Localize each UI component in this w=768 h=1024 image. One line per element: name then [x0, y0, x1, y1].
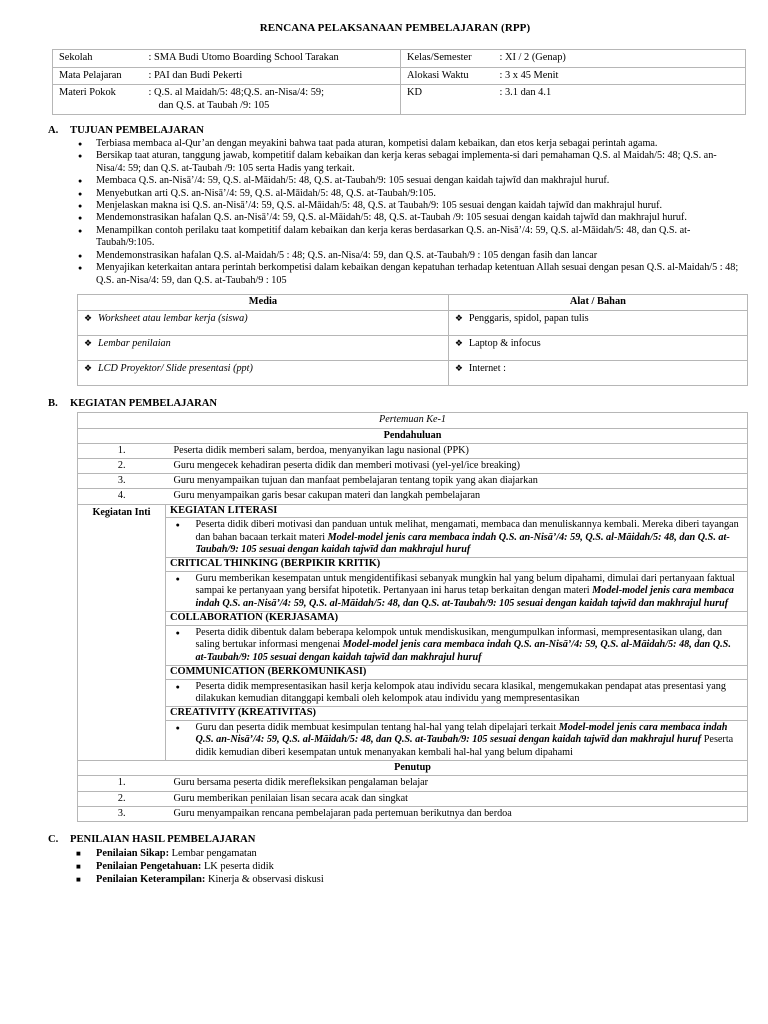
media-cell: [78, 335, 449, 360]
identity-row: [53, 85, 746, 115]
activity-text: [190, 679, 748, 707]
objectives-list: [74, 138, 746, 287]
media-item: Lembar penilaian: [98, 337, 171, 349]
identity-value: : 3 x 45 Menit: [494, 67, 746, 84]
assessment-label: Penilaian Keterampilan:: [96, 873, 206, 885]
media-row: [78, 310, 748, 335]
assessment-item: [74, 847, 748, 860]
activity-row: [78, 571, 748, 611]
section-b-heading: [48, 398, 748, 411]
opening-row: [78, 474, 748, 489]
tools-cell: [448, 360, 747, 385]
diamond-bullet-icon: ❖: [454, 312, 463, 323]
section-letter: A.: [48, 125, 59, 137]
row-text: Guru mengecek kehadiran peserta didik dan memberi motivasi (yel-yel/ice breaking): [166, 458, 748, 473]
core-activity-label-text: Kegiatan Inti: [92, 506, 151, 518]
closing-row: [78, 791, 748, 806]
bullet-icon: ●: [166, 625, 190, 665]
activity-text: [190, 571, 748, 611]
diamond-bullet-icon: ❖: [84, 337, 93, 348]
diamond-bullet-icon: ❖: [84, 362, 93, 373]
section-c-heading: [48, 834, 748, 847]
row-text: Guru menyampaikan rencana pembelajaran pada pertemuan berikutnya dan berdoa: [166, 806, 748, 821]
tools-cell: [448, 335, 747, 360]
media-row: [78, 360, 748, 385]
opening-row: [78, 443, 748, 458]
objective-item: ● Menyebutkan arti Q.S. an-Nisā’/4: 59, Q.S. al-Māidah/5: 48, Q.S. at-Taubah/9:105.: [74, 188, 746, 200]
row-text: Guru menyampaikan garis besar cakupan materi dan langkah pembelajaran: [166, 489, 748, 504]
tools-item: Laptop & infocus: [468, 337, 541, 349]
identity-label: Sekolah: [53, 50, 143, 67]
media-item: LCD Proyektor/ Slide presentasi (ppt): [98, 362, 253, 374]
assessment-label: Penilaian Sikap:: [96, 847, 170, 859]
activities-table: [77, 412, 748, 822]
objective-item: ● Menjelaskan makna isi Q.S. an-Nisā’/4: 59, Q.S. al-Māidah/5: 48, Q.S. at Taubah/9: 105 sesuai dengan kaidah tajwīd dan makhrajul huruf.: [74, 200, 746, 212]
bullet-icon: ●: [166, 679, 190, 707]
assessment-value: Kinerja & observasi diskusi: [205, 873, 324, 885]
row-number: 4.: [78, 489, 166, 504]
bullet-icon: ●: [166, 720, 190, 760]
activity-emphasis: Model-model jenis cara membaca indah Q.S. an-Nisā’/4: 59, Q.S. al-Māidah/5: 48, dan Q.S. at-Taubah/9: 105 sesuai dengan kaidah tajwīd dan makhrajul huruf: [195, 531, 730, 556]
core-activity-label: [78, 504, 166, 761]
closing-title: Penutup: [78, 761, 748, 776]
diamond-bullet-icon: ❖: [454, 362, 463, 373]
section-letter: C.: [48, 834, 59, 846]
objective-item: ● Mendemonstrasikan hafalan Q.S. al-Maidah/5 : 48; Q.S. an-Nisa/4: 59, dan Q.S. at-Taubah/9 : 105 dengan fasih dan lancar: [74, 250, 746, 262]
identity-table: [52, 49, 746, 115]
section-title: KEGIATAN PEMBELAJARAN: [70, 397, 218, 409]
row-text: Peserta didik memberi salam, berdoa, menyanyikan lagu nasional (PPK): [166, 443, 748, 458]
tools-header: Alat / Bahan: [448, 295, 747, 310]
activity-row: [78, 625, 748, 665]
row-number: 3.: [78, 806, 166, 821]
objective-item: ● Menampilkan contoh perilaku taat kompetitif dalam kebaikan dan kerja keras berdasarkan Q.S. an-Nisā’/4: 59, Q.S. al-Māidah/5: 48, dan Q.S. at-Taubah/9:105.: [74, 225, 746, 250]
identity-label: Materi Pokok: [53, 85, 143, 115]
identity-value: : 3.1 dan 4.1: [494, 85, 746, 115]
tools-cell: [448, 310, 747, 335]
row-number: 1.: [78, 776, 166, 791]
activity-text: [190, 518, 748, 558]
assessment-label: Penilaian Pengetahuan:: [96, 860, 202, 872]
bullet-icon: ●: [166, 518, 190, 558]
activity-subtitle: COLLABORATION (KERJASAMA): [166, 612, 748, 625]
opening-row: [78, 458, 748, 473]
diamond-bullet-icon: ❖: [454, 337, 463, 348]
activity-text-part: Peserta didik dibentuk dalam beberapa kelompok untuk mendiskusikan, mengumpulkan informasi, mempresentasikan ulang, dan saling bertukar informasi mengenai: [195, 626, 723, 651]
closing-row: [78, 806, 748, 821]
activity-row: [78, 518, 748, 558]
document-title: RENCANA PELAKSANAAN PEMBELAJARAN (RPP): [259, 22, 531, 34]
diamond-bullet-icon: ❖: [84, 312, 93, 323]
media-table: [77, 294, 748, 385]
assessment-item: [74, 860, 748, 873]
identity-value-line: dan Q.S. at Taubah /9: 105: [158, 99, 270, 111]
objective-item: ● Membaca Q.S. an-Nisā’/4: 59, Q.S. al-Māidah/5: 48, Q.S. at-Taubah/9: 105 sesuai dengan kaidah tajwīd dan makhrajul huruf.: [74, 175, 746, 187]
media-header: Media: [78, 295, 449, 310]
identity-value-line: : Q.S. al Maidah/5: 48;Q.S. an-Nisa/4: 59;: [148, 87, 324, 99]
row-number: 2.: [78, 791, 166, 806]
identity-label: Alokasi Waktu: [401, 67, 494, 84]
objective-item: ● Bersikap taat aturan, tanggung jawab, kompetitif dalam kebaikan dan kerja keras sebagai implementa-si dari pemahaman Q.S. al Maidah/5: 48; Q.S. an-Nisa/4: 59; dan Q.S. at-Taubah /9: 105 serta Hadis yang terkait.: [74, 150, 746, 175]
opening-title: Pendahuluan: [78, 428, 748, 443]
activity-text-part: Peserta didik kemudian diberi kesempatan untuk menanyakan kembali hal-hal yang belum dipahami: [195, 734, 734, 758]
row-number: 1.: [78, 443, 166, 458]
tools-item: Internet :: [468, 362, 506, 374]
objective-item: ● Menyajikan keterkaitan antara perintah berkompetisi dalam kebaikan dengan kepatuhan terhadap ketentuan Allah sesuai dengan pesan Q.S. al-Maidah/5 : 48; Q.S. an-Nisa/4: 59, dan Q.S. at-Taubah/9 : 105: [74, 262, 746, 287]
activity-emphasis: Model-model jenis cara membaca indah Q.S. an-Nisā’/4: 59, Q.S. al-Māidah/5: 48, dan Q.S. at-Taubah/9: 105 sesuai dengan kaidah tajwīd dan makhrajul huruf: [195, 585, 734, 609]
row-number: 3.: [78, 474, 166, 489]
activity-subtitle: COMMUNICATION (BERKOMUNIKASI): [166, 666, 748, 679]
objective-item: ● Mendemonstrasikan hafalan Q.S. an-Nisā’/4: 59, Q.S. al-Māidah/5: 48, Q.S. at-Taubah /9: 105 sesuai dengan kaidah tajwīd dan makhrajul huruf.: [74, 212, 746, 224]
identity-row: [53, 50, 746, 67]
activity-text-part: Guru dan peserta didik membuat kesimpulan tentang hal-hal yang telah dipelajari terkait: [195, 721, 559, 733]
identity-value: [143, 85, 401, 115]
identity-label: Kelas/Semester: [401, 50, 494, 67]
activity-subtitle: CRITICAL THINKING (BERPIKIR KRITIK): [166, 558, 748, 571]
row-text: Guru memberikan penilaian lisan secara acak dan singkat: [166, 791, 748, 806]
tools-item: Penggaris, spidol, papan tulis: [468, 312, 589, 324]
activity-emphasis: Model-model jenis cara membaca indah Q.S. an-Nisā’/4: 59, Q.S. al-Māidah/5: 48, dan Q.S. at-Taubah/9: 105 sesuai dengan kaidah tajwīd dan makhrajul huruf: [195, 639, 731, 663]
assessment-item: [74, 873, 748, 886]
activity-text: [190, 625, 748, 665]
section-title: TUJUAN PEMBELAJARAN: [70, 125, 204, 137]
row-text: Guru bersama peserta didik merefleksikan pengalaman belajar: [166, 776, 748, 791]
activity-row: [78, 720, 748, 760]
identity-label: Mata Pelajaran: [53, 67, 143, 84]
media-cell: [78, 310, 449, 335]
assessment-list: [74, 847, 748, 886]
activity-text-part: Peserta didik mempresentasikan hasil kerja kelompok atau individu secara klasikal, mengemukakan pendapat atas presentasi yang dilakukan kemudian ditanggapi kembali oleh kelompok atau individu yang mempresentasikan: [195, 680, 726, 704]
section-letter: B.: [48, 397, 58, 409]
activity-emphasis: Model-model jenis cara membaca indah Q.S. an-Nisā’/4: 59, Q.S. al-Māidah/5: 48, dan Q.S. at-Taubah/9: 105 sesuai dengan kaidah tajwīd dan makhrajul huruf: [195, 721, 728, 746]
activity-text-part: Peserta didik diberi motivasi dan panduan untuk melihat, mengamati, membaca dan menuliskannya kembali. Mereka diberi tayangan dan bahan bacaan terkait materi: [195, 519, 739, 543]
assessment-value: LK peserta didik: [201, 860, 274, 872]
media-item: Worksheet atau lembar kerja (siswa): [98, 312, 248, 324]
objective-item: ● Terbiasa membaca al-Qur’an dengan meyakini bahwa taat pada aturan, kompetisi dalam kebaikan, dan etos kerja sebagai perintah agama.: [74, 138, 746, 150]
activity-row: [78, 679, 748, 707]
activity-subtitle: KEGIATAN LITERASI: [166, 504, 748, 517]
bullet-icon: ●: [166, 571, 190, 611]
media-cell: [78, 360, 449, 385]
activity-text: [190, 720, 748, 760]
assessment-value: Lembar pengamatan: [169, 847, 257, 859]
media-row: [78, 335, 748, 360]
identity-value: : XI / 2 (Genap): [494, 50, 746, 67]
section-a-heading: [48, 125, 748, 138]
identity-value: : PAI dan Budi Pekerti: [143, 67, 401, 84]
identity-row: [53, 67, 746, 84]
meeting-label: Pertemuan Ke-1: [78, 413, 748, 428]
row-number: 2.: [78, 458, 166, 473]
row-text: Guru menyampaikan tujuan dan manfaat pembelajaran tentang topik yang akan diajarkan: [166, 474, 748, 489]
section-title: PENILAIAN HASIL PEMBELAJARAN: [70, 834, 256, 846]
opening-row: [78, 489, 748, 504]
identity-label: KD: [401, 85, 494, 115]
closing-row: [78, 776, 748, 791]
activity-subtitle: CREATIVITY (KREATIVITAS): [166, 707, 748, 720]
activity-text-part: Guru memberikan kesempatan untuk mengidentifikasi sebanyak mungkin hal yang belum dipahami, dimulai dari pertanyaan faktual sampai ke pertanyaan yang bersifat hipotetik. Pertanyaan ini harus tetap berkaitan dengan materi: [195, 572, 735, 597]
identity-value: : SMA Budi Utomo Boarding School Tarakan: [143, 50, 401, 67]
